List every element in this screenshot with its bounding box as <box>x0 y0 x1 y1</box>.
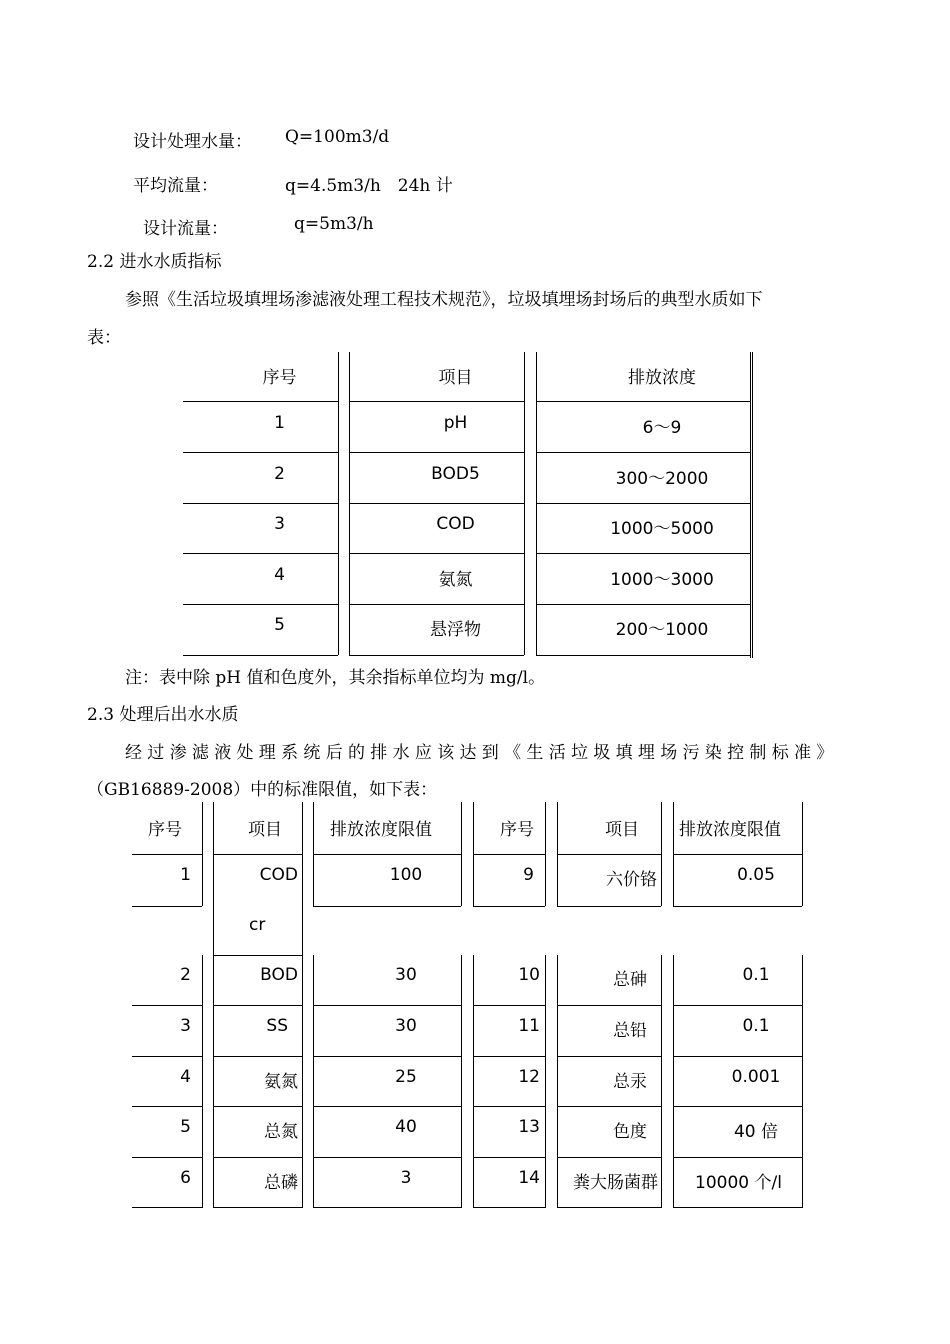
table-cell: 总磷 <box>264 1173 298 1193</box>
table-cell: 1 <box>180 865 191 885</box>
table-cell: 3 <box>274 514 285 534</box>
table-cell: 9 <box>523 865 534 885</box>
table-cell: 6 <box>180 1168 191 1188</box>
section-2-2-heading: 2.2 进水水质指标 <box>87 252 222 272</box>
influent-header-no: 序号 <box>262 368 297 388</box>
design-flow-label: 设计处理水量： <box>133 132 252 152</box>
table-cell: 2 <box>274 464 285 484</box>
table-cell: 粪大肠菌群 <box>573 1173 658 1193</box>
table-cell: 12 <box>518 1067 540 1087</box>
table-cell: 40 倍 <box>733 1122 779 1142</box>
table-cell: 氨氮 <box>438 570 473 590</box>
table-cell: 0.1 <box>742 1016 770 1036</box>
design-rate-label: 设计流量： <box>143 219 228 239</box>
section-2-3-heading: 2.3 处理后出水水质 <box>87 705 239 725</box>
effluent-header-no-2: 序号 <box>500 820 534 840</box>
table-cell: 5 <box>274 615 285 635</box>
design-rate-value: q=5m3/h <box>294 214 374 234</box>
table-cell: 13 <box>518 1117 540 1137</box>
table-cell: COD <box>259 865 298 885</box>
table-cell: 1 <box>274 413 285 433</box>
table-cell: 总砷 <box>613 970 647 990</box>
table-cell: 6～9 <box>642 418 682 438</box>
table-cell: pH <box>443 413 468 433</box>
table-cell: 氨氮 <box>264 1072 298 1092</box>
section-2-3-paragraph-line1: 经过渗滤液处理系统后的排水应该达到《生活垃圾填埋场污染控制标准》 <box>125 743 839 763</box>
influent-header-concentration: 排放浓度 <box>628 368 696 388</box>
design-flow-value: Q=100m3/d <box>285 127 390 147</box>
table-cell: 14 <box>518 1168 540 1188</box>
effluent-header-limit-2: 排放浓度限值 <box>679 820 781 840</box>
table-cell: 30 <box>395 965 417 985</box>
table-cell: 100 <box>389 865 423 885</box>
table-cell: 六价铬 <box>606 870 657 890</box>
average-flow-value: q=4.5m3/h 24h 计 <box>285 176 453 196</box>
table-cell: 11 <box>518 1016 540 1036</box>
table-cell: 2 <box>180 965 191 985</box>
table-cell: 30 <box>395 1016 417 1036</box>
table-cell: COD <box>436 514 475 534</box>
table-cell: BOD5 <box>431 464 480 484</box>
table-cell: 10 <box>518 965 540 985</box>
table-cell: 0.05 <box>737 865 775 885</box>
table-cell: 悬浮物 <box>430 620 481 640</box>
table-cell: 1000～5000 <box>610 519 714 539</box>
table-cell: 10000 个/l <box>695 1173 782 1193</box>
table-cell: 3 <box>400 1168 412 1188</box>
table-cell: 色度 <box>613 1122 647 1142</box>
table-cell: 总汞 <box>613 1072 647 1092</box>
section-2-2-paragraph-line1: 参照《生活垃圾填埋场渗滤液处理工程技术规范》，垃圾填埋场封场后的典型水质如下 <box>125 290 763 310</box>
table-cell: 25 <box>395 1067 417 1087</box>
table-cell: 总氮 <box>264 1122 298 1142</box>
influent-header-item: 项目 <box>438 368 473 388</box>
influent-table-note: 注：表中除 pH 值和色度外，其余指标单位均为 mg/l。 <box>125 668 546 688</box>
section-2-2-paragraph-line2: 表： <box>87 328 121 348</box>
effluent-header-no-1: 序号 <box>148 820 182 840</box>
table-cell: 4 <box>180 1067 191 1087</box>
table-cell: 4 <box>274 565 285 585</box>
table-cell: 40 <box>395 1117 417 1137</box>
effluent-header-limit-1: 排放浓度限值 <box>330 820 432 840</box>
table-cell: cr <box>249 915 266 935</box>
table-cell: 0.1 <box>742 965 770 985</box>
table-cell: 5 <box>180 1117 191 1137</box>
effluent-header-item-2: 项目 <box>605 820 639 840</box>
table-cell: 0.001 <box>731 1067 781 1087</box>
table-cell: 300～2000 <box>615 469 709 489</box>
section-2-3-paragraph-line2: （GB16889-2008）中的标准限值，如下表： <box>87 780 438 800</box>
table-cell: SS <box>266 1016 288 1036</box>
table-cell: 200～1000 <box>615 620 709 640</box>
table-cell: 3 <box>180 1016 191 1036</box>
table-cell: BOD <box>260 965 298 985</box>
average-flow-label: 平均流量： <box>133 176 218 196</box>
effluent-header-item-1: 项目 <box>248 820 282 840</box>
table-cell: 1000～3000 <box>610 570 714 590</box>
table-cell: 总铅 <box>613 1021 647 1041</box>
